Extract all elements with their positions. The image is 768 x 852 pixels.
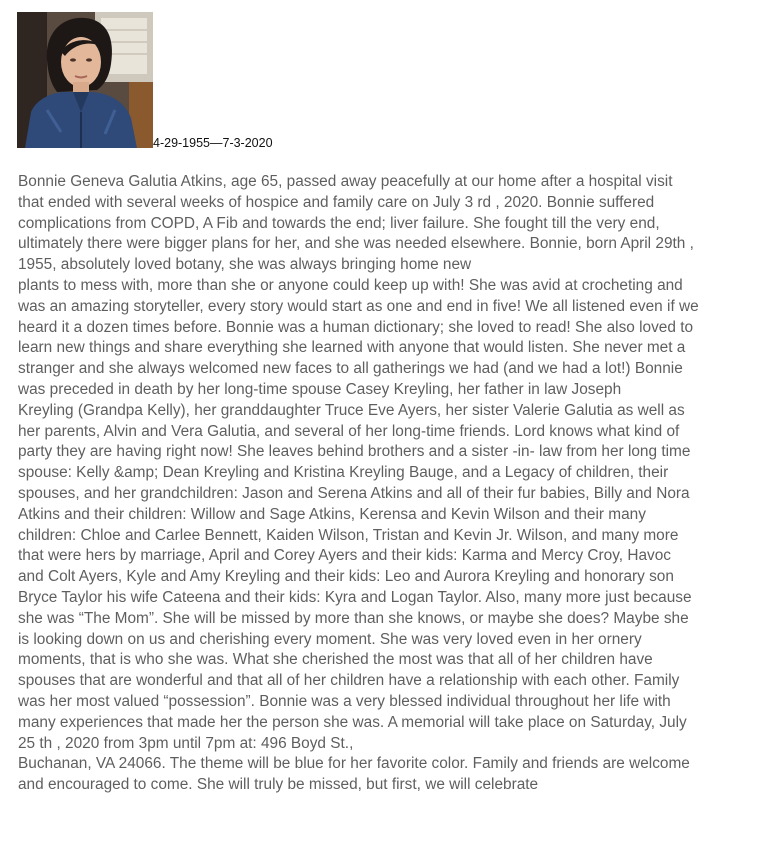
- obituary-line: plants to mess with, more than she or anyone could keep up with! She was avid at crocheting and: [18, 276, 683, 294]
- obituary-line: many experiences that made her the person she was. A memorial will take place on Saturday, July: [18, 713, 687, 731]
- obituary-line: was an amazing storyteller, every story would start as one and end in five! We all listened even if we: [18, 297, 699, 315]
- obituary-line: spouses, and her grandchildren: Jason and Serena Atkins and all of their fur babies, Billy and Nora: [18, 484, 690, 502]
- obituary-line: Atkins and their children: Willow and Sage Atkins, Kerensa and Kevin Wilson and their many: [18, 505, 646, 523]
- life-dates: 4-29-1955—7-3-2020: [153, 136, 273, 150]
- obituary-line: party they are having right now! She leaves behind brothers and a sister -in- law from her long time: [18, 443, 691, 461]
- obituary-line: moments, that is who she was. What she cherished the most was that all of her children have: [18, 651, 653, 669]
- obituary-line: 1955, absolutely loved botany, she was always bringing home new: [18, 256, 472, 274]
- obituary-line: and encouraged to come. She will truly be missed, but first, we will celebrate: [18, 776, 539, 794]
- portrait-illustration: [17, 12, 153, 148]
- obituary-line: ultimately there were bigger plans for her, and she was needed elsewhere. Bonnie, born April 29th ,: [18, 235, 694, 253]
- obituary-line: complications from COPD, A Fib and towards the end; liver failure. She fought till the very end,: [18, 214, 660, 232]
- obituary-line: is looking down on us and cherishing every moment. She was very loved even in her ornery: [18, 630, 642, 648]
- obituary-line: spouse: Kelly &amp; Dean Kreyling and Kristina Kreyling Bauge, and a Legacy of children, their: [18, 464, 669, 482]
- obituary-line: was preceded in death by her long-time spouse Casey Kreyling, her father in law Joseph: [18, 380, 622, 398]
- obituary-line: stranger and she always welcomed new faces to all gatherings we had (and we had a lot!) Bonnie: [18, 360, 683, 378]
- obituary-text: [18, 172, 766, 796]
- obituary-line: was her most valued “possession”. Bonnie was a very blessed individual throughout her life with: [18, 692, 671, 710]
- obituary-line: she was “The Mom”. She will be missed by more than she knows, or maybe she does? Maybe she: [18, 609, 689, 627]
- obituary-line: heard it a dozen times before. Bonnie was a human dictionary; she loved to read! She also loved to: [18, 318, 694, 336]
- obituary-line: and Colt Ayers, Kyle and Amy Kreyling and their kids: Leo and Aurora Kreyling and honorary son: [18, 568, 674, 586]
- obituary-line: Buchanan, VA 24066. The theme will be blue for her favorite color. Family and friends are welcome: [18, 755, 690, 773]
- obituary-line: spouses that are wonderful and that all of her children have a relationship with each other. Family: [18, 672, 680, 690]
- obituary-line: that were hers by marriage, April and Corey Ayers and their kids: Karma and Mercy Croy, Havoc: [18, 547, 671, 565]
- obituary-line: 25 th , 2020 from 3pm until 7pm at: 496 Boyd St.,: [18, 734, 354, 752]
- portrait-photo: [17, 12, 153, 148]
- obituary-line: Bonnie Geneva Galutia Atkins, age 65, passed away peacefully at our home after a hospital visit: [18, 173, 673, 190]
- obituary-line: children: Chloe and Carlee Bennett, Kaiden Wilson, Tristan and Kevin Jr. Wilson, and many more: [18, 526, 679, 544]
- obituary-line: that ended with several weeks of hospice and family care on July 3 rd , 2020. Bonnie suffered: [18, 193, 655, 211]
- obituary-line: Kreyling (Grandpa Kelly), her granddaughter Truce Eve Ayers, her sister Valerie Galutia as well as: [18, 401, 685, 419]
- obituary-line: her parents, Alvin and Vera Galutia, and several of her long-time friends. Lord knows what kind of: [18, 422, 680, 440]
- obituary-line: Bryce Taylor his wife Cateena and their kids: Kyra and Logan Taylor. Also, many more just because: [18, 588, 692, 606]
- obituary-line: learn new things and share everything she learned with anyone that would listen. She never met a: [18, 339, 686, 357]
